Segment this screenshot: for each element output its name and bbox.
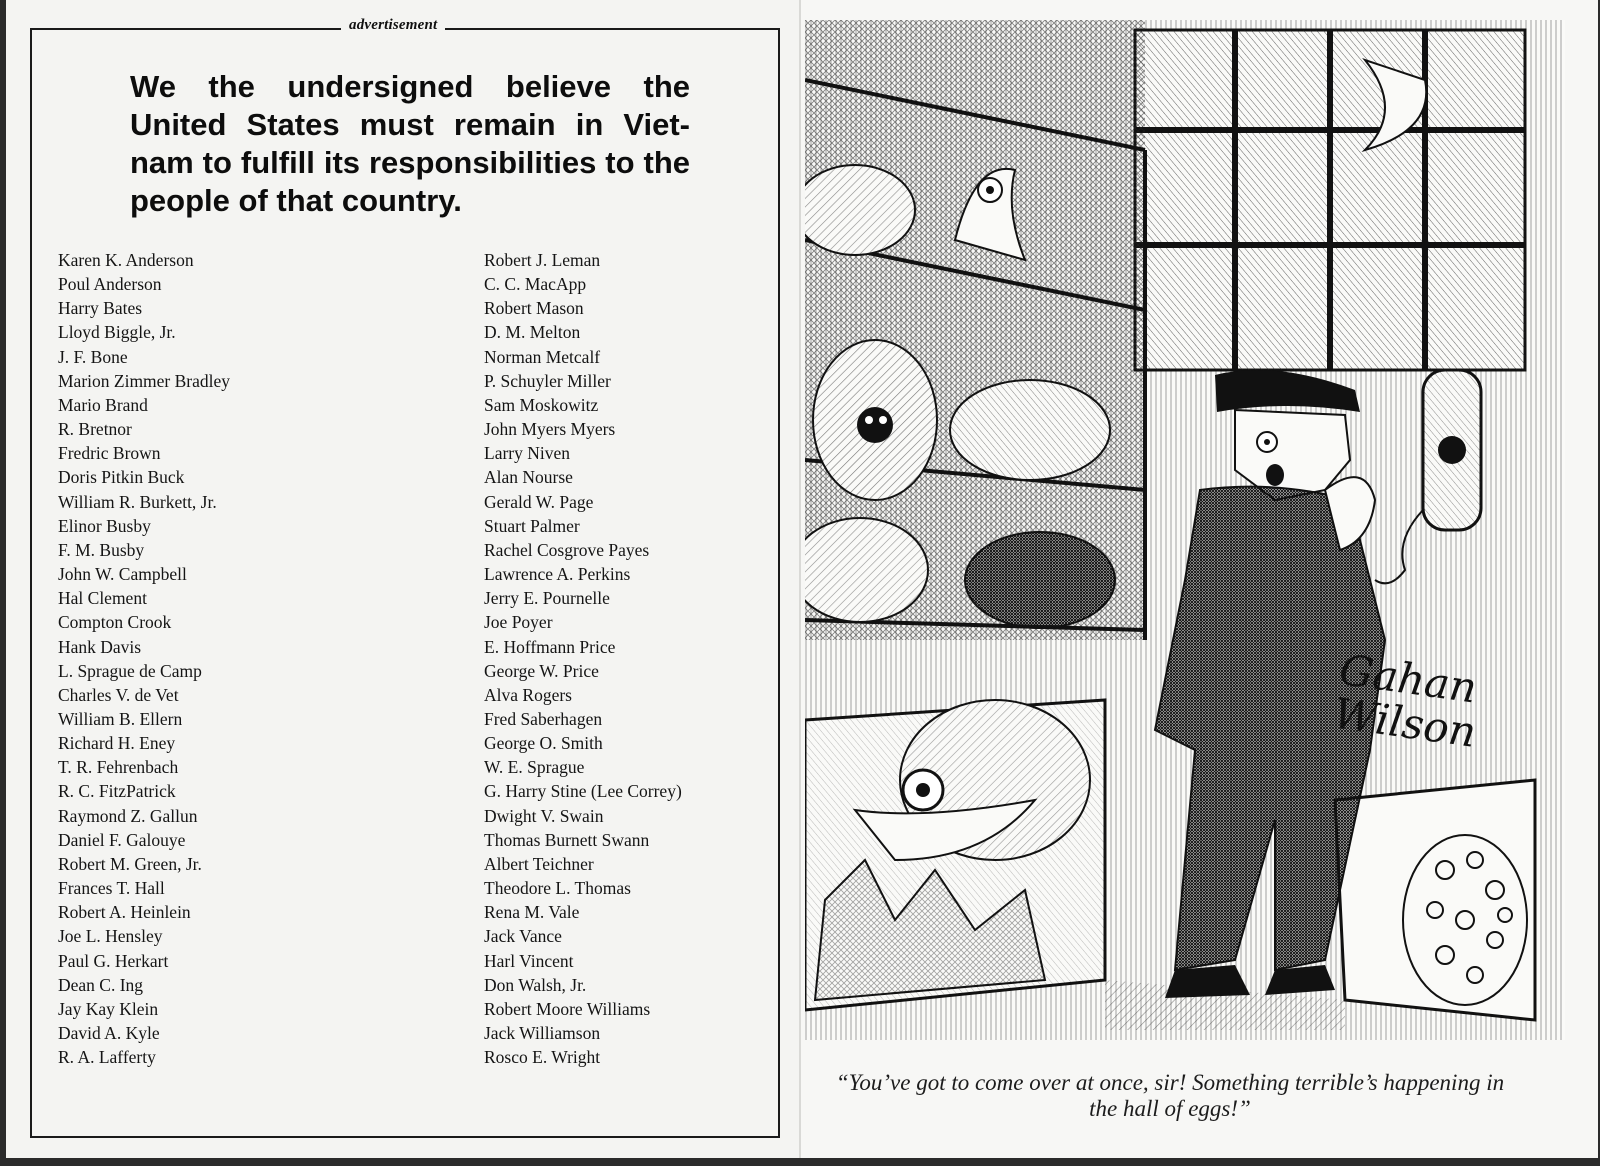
signer-name: George O. Smith	[484, 733, 603, 754]
signer-name: W. E. Sprague	[484, 757, 585, 778]
signer-name: Lawrence A. Perkins	[484, 564, 631, 585]
signer-name: R. C. FitzPatrick	[58, 781, 176, 802]
signer-name: John Myers Myers	[484, 419, 616, 440]
signer-name: Joe L. Hensley	[58, 926, 163, 947]
signer-name: Robert Mason	[484, 298, 584, 319]
signer-name: Alva Rogers	[484, 684, 572, 705]
cartoon-caption: “You’ve got to come over at once, sir! Something terrible’s happening in the hall of eggs!”	[835, 1070, 1505, 1121]
signer-list-left	[58, 248, 230, 1069]
signer-name: Fred Saberhagen	[484, 708, 603, 729]
artist-signature: Gahan Wilson	[1330, 644, 1480, 757]
advertisement-headline: We the undersigned believe the United States must remain in Viet-nam to fulfill its responsibilities to the people of that country.	[130, 69, 690, 218]
signer-name: Elinor Busby	[58, 515, 151, 536]
signer-list-right	[484, 248, 682, 1069]
cartoon-illustration	[805, 20, 1565, 1040]
signer-name: Robert M. Green, Jr.	[58, 853, 202, 874]
signer-name: Theodore L. Thomas	[484, 878, 631, 899]
signer-name: Larry Niven	[484, 443, 571, 464]
signer-name: Jerry E. Pournelle	[484, 588, 610, 609]
window	[1135, 30, 1525, 370]
signer-name: Thomas Burnett Swann	[484, 829, 650, 850]
signer-name: Richard H. Eney	[58, 733, 176, 754]
signer-name: Jack Vance	[484, 926, 562, 947]
signer-name: Sam Moskowitz	[484, 394, 599, 415]
signer-name: E. Hoffmann Price	[484, 636, 616, 657]
signer-name: R. Bretnor	[58, 419, 132, 440]
signer-name: T. R. Fehrenbach	[58, 757, 179, 778]
signer-name: Robert Moore Williams	[484, 998, 651, 1019]
signer-name: Robert J. Leman	[484, 250, 601, 270]
signer-name: John W. Campbell	[58, 564, 187, 585]
signer-name: Lloyd Biggle, Jr.	[58, 322, 176, 343]
signer-name: Don Walsh, Jr.	[484, 974, 587, 995]
signer-name: Dwight V. Swain	[484, 805, 604, 826]
advertisement-label: advertisement	[341, 17, 445, 34]
signer-name: Mario Brand	[58, 394, 148, 415]
signer-name: Doris Pitkin Buck	[58, 467, 185, 488]
signer-name: Norman Metcalf	[484, 346, 601, 367]
signer-name: Rena M. Vale	[484, 902, 580, 923]
signer-name: Gerald W. Page	[484, 491, 594, 512]
signer-name: Poul Anderson	[58, 274, 162, 295]
signer-name: Harl Vincent	[484, 950, 574, 971]
signer-name: L. Sprague de Camp	[58, 660, 202, 681]
signer-name: Hal Clement	[58, 588, 147, 609]
signer-name: G. Harry Stine (Lee Correy)	[484, 781, 682, 802]
signer-name: Dean C. Ing	[58, 974, 144, 995]
signer-name: Alan Nourse	[484, 467, 573, 488]
signer-name: Stuart Palmer	[484, 515, 580, 536]
signer-name: C. C. MacApp	[484, 274, 587, 295]
signer-name: William R. Burkett, Jr.	[58, 491, 217, 512]
signer-name: Daniel F. Galouye	[58, 829, 186, 850]
display-case	[805, 700, 1105, 1010]
signer-name: Charles V. de Vet	[58, 684, 179, 705]
left-page	[6, 0, 799, 1158]
signer-name: Hank Davis	[58, 636, 142, 657]
signer-name: Rosco E. Wright	[484, 1047, 601, 1068]
signer-name: Rachel Cosgrove Payes	[484, 539, 650, 560]
signer-name: Jack Williamson	[484, 1023, 601, 1043]
signer-name: J. F. Bone	[58, 346, 128, 367]
signer-name: Compton Crook	[58, 612, 172, 633]
signer-name: Albert Teichner	[484, 853, 594, 874]
signer-name: Marion Zimmer Bradley	[58, 370, 231, 391]
signer-name: Harry Bates	[58, 298, 143, 319]
signer-name: David A. Kyle	[58, 1023, 160, 1043]
signer-name: Fredric Brown	[58, 443, 161, 464]
signer-name: Jay Kay Klein	[58, 998, 159, 1019]
signer-name: F. M. Busby	[58, 539, 145, 560]
signer-name: P. Schuyler Miller	[484, 370, 611, 391]
signer-name: Frances T. Hall	[58, 878, 165, 899]
spotted-egg-case	[1335, 780, 1535, 1020]
signer-name: Joe Poyer	[484, 612, 553, 633]
signer-name: George W. Price	[484, 660, 599, 681]
signer-name: Karen K. Anderson	[58, 250, 194, 270]
signer-name: Robert A. Heinlein	[58, 902, 191, 923]
signer-name: William B. Ellern	[58, 708, 183, 729]
signer-name: D. M. Melton	[484, 322, 581, 343]
signer-name: R. A. Lafferty	[58, 1047, 156, 1068]
signer-name: Raymond Z. Gallun	[58, 805, 198, 826]
signer-name: Paul G. Herkart	[58, 950, 169, 971]
